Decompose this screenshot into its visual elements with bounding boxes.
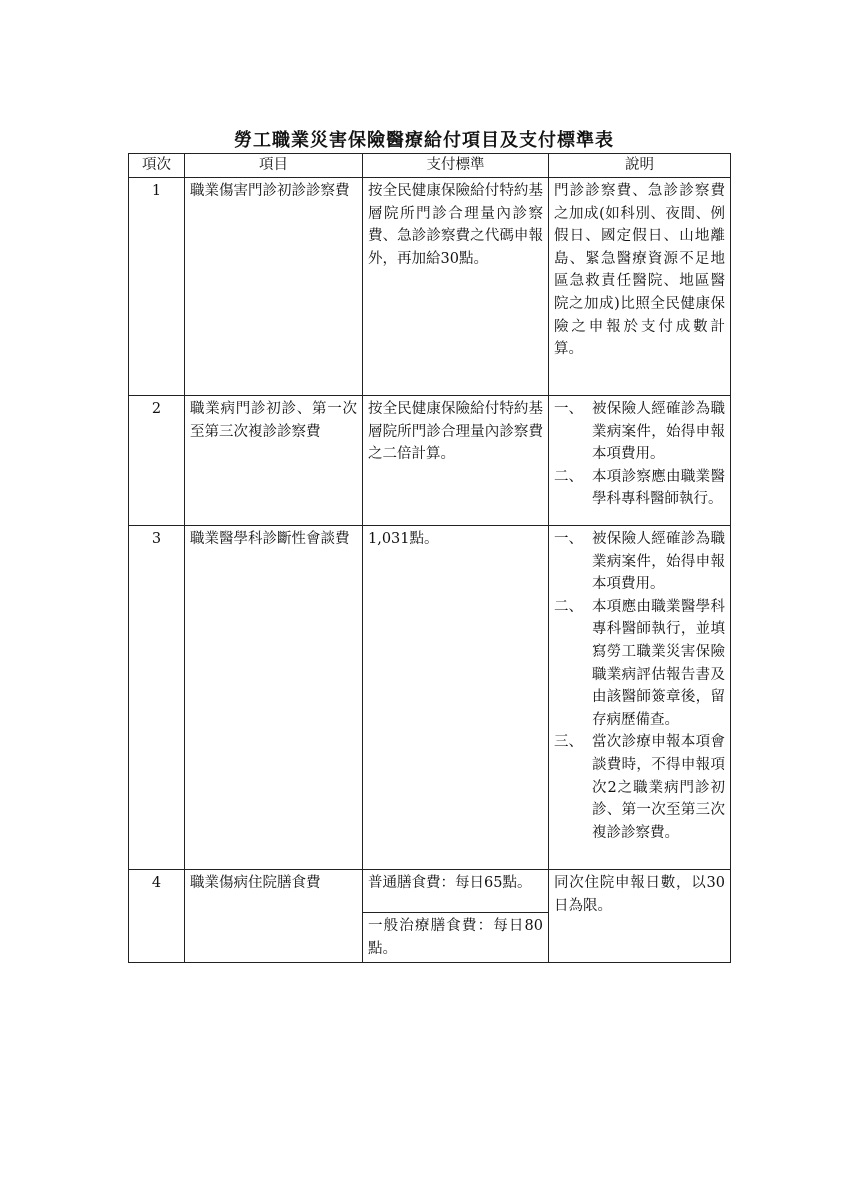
row-item: 職業傷害門診初診診察費: [185, 178, 363, 396]
note-text: 本項應由職業醫學科專科醫師執行，並填寫勞工職業災害保險職業病評估報告書及由該醫師簽章後，留存病歷備查。: [592, 598, 725, 728]
row-standard-therapeutic-meal: 一般治療膳食費：每日80點。: [363, 913, 549, 963]
header-standard: 支付標準: [363, 154, 549, 178]
note-item: [554, 731, 725, 844]
row-number: 1: [129, 178, 185, 396]
note-marker: 二、: [554, 598, 583, 615]
note-marker: 一、: [554, 401, 583, 417]
row-standard-regular-meal: 普通膳食費：每日65點。: [363, 870, 549, 913]
note-item: [554, 466, 725, 511]
row-standard: 按全民健康保險給付特約基層院所門診合理量內診察費之二倍計算。: [363, 396, 549, 526]
note-item: [554, 596, 725, 732]
table-header-row: [129, 154, 731, 178]
row-description: [549, 396, 731, 526]
row-standard: 1,031點。: [363, 526, 549, 870]
table-row: [129, 396, 731, 526]
row-item: 職業病門診初診、第一次至第三次複診診察費: [185, 396, 363, 526]
note-text: 被保險人經確診為職業病案件，始得申報本項費用。: [592, 531, 725, 593]
note-item: [554, 398, 725, 466]
row-number: 2: [129, 396, 185, 526]
row-standard: 按全民健康保險給付特約基層院所門診合理量內診察費、急診診察費之代碼申報外，再加給30點。: [363, 178, 549, 396]
row-description: 門診診察費、急診診察費之加成(如科別、夜間、例假日、國定假日、山地離島、緊急醫療資源不足地區急救責任醫院、地區醫院之加成)比照全民健康保險之申報於支付成數計算。: [549, 178, 731, 396]
header-no: 項次: [129, 154, 185, 178]
header-description: 說明: [549, 154, 731, 178]
table-row: [129, 178, 731, 396]
row-item: 職業傷病住院膳食費: [185, 870, 363, 963]
note-item: [554, 528, 725, 596]
row-item: 職業醫學科診斷性會談費: [185, 526, 363, 870]
document-title: 勞工職業災害保險醫療給付項目及支付標準表: [234, 130, 614, 151]
row-number: 3: [129, 526, 185, 870]
row-number: 4: [129, 870, 185, 963]
table-row: [129, 526, 731, 870]
note-marker: 一、: [554, 531, 583, 547]
table-row: [129, 870, 731, 913]
row-description: 同次住院申報日數，以30日為限。: [549, 870, 731, 963]
header-item: 項目: [185, 154, 363, 178]
note-text: 當次診療申報本項會談費時，不得申報項次2之職業病門診初診、第一次至第三次複診診察費。: [592, 734, 725, 841]
fee-standard-table: [128, 153, 731, 963]
note-text: 被保險人經確診為職業病案件，始得申報本項費用。: [592, 401, 725, 463]
note-marker: 二、: [554, 468, 583, 485]
note-marker: 三、: [554, 734, 583, 751]
note-text: 本項診察應由職業醫學科專科醫師執行。: [592, 468, 725, 508]
row-description: [549, 526, 731, 870]
